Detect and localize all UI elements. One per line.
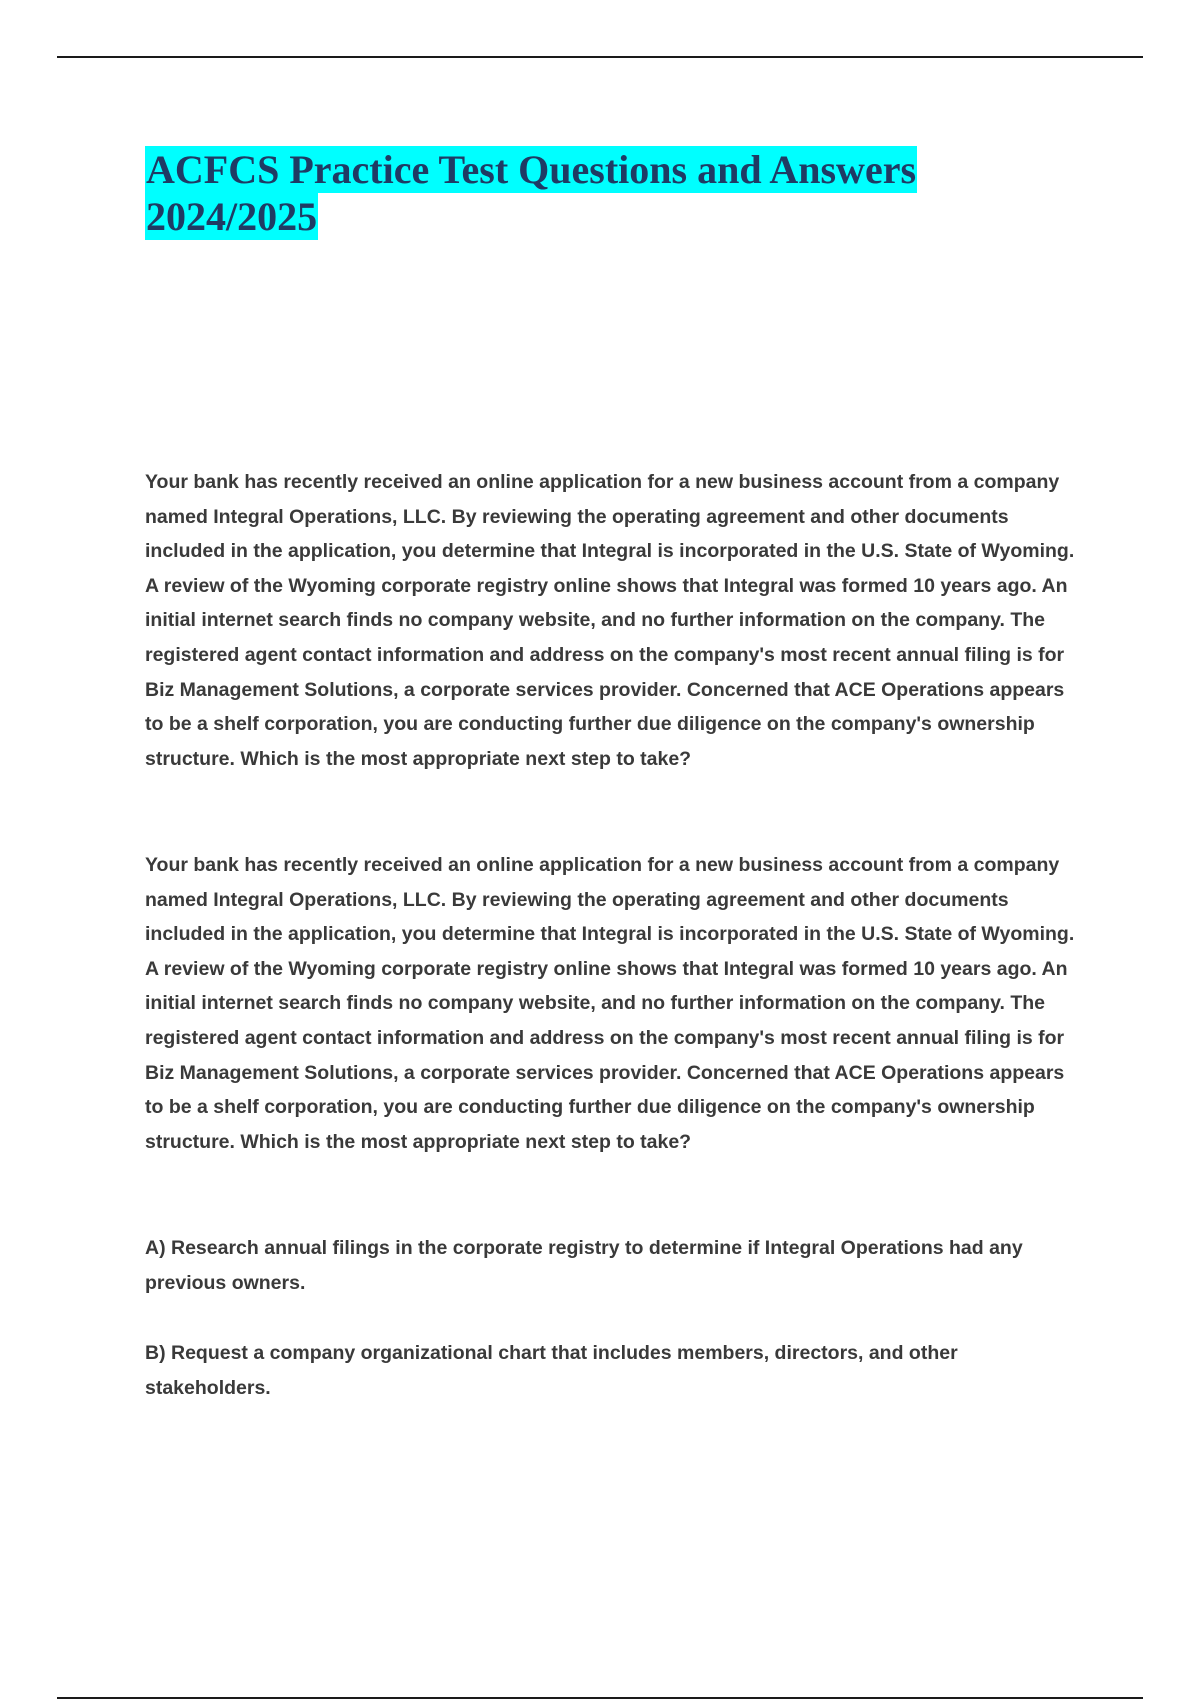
question-text-1: Your bank has recently received an online application for a new business account from a company named Integral Operations, LLC. By reviewing the operating agreement and other documents included in the application, you determine that Integral is incorporated in the U.S. State of Wyoming. A review of the Wyoming corporate registry online shows that Integral was formed 10 years ago. An initial internet search finds no company website, and no further information on the company. The registered agent contact information and address on the company's most recent annual filing is for Biz Management Solutions, a corporate services provider. Concerned that ACE Operations appears to be a shelf corporation, you are conducting further due diligence on the company's ownership structure. Which is the most appropriate next step to take? xyxy=(145,471,1075,770)
title-line-2: 2024/2025 xyxy=(146,194,318,239)
document-title xyxy=(145,146,1045,240)
answer-option-b: B) Request a company organizational chart that includes members, directors, and other stakeholders. xyxy=(145,1342,958,1399)
answer-option-a: A) Research annual filings in the corporate registry to determine if Integral Operations had any previous owners. xyxy=(145,1237,1023,1294)
title-line-1: ACFCS Practice Test Questions and Answers xyxy=(146,147,917,192)
question-text-2: Your bank has recently received an online application for a new business account from a company named Integral Operations, LLC. By reviewing the operating agreement and other documents included in the application, you determine that Integral is incorporated in the U.S. State of Wyoming. A review of the Wyoming corporate registry online shows that Integral was formed 10 years ago. An initial internet search finds no company website, and no further information on the company. The registered agent contact information and address on the company's most recent annual filing is for Biz Management Solutions, a corporate services provider. Concerned that ACE Operations appears to be a shelf corporation, you are conducting further due diligence on the company's ownership structure. Which is the most appropriate next step to take? xyxy=(145,854,1075,1153)
bottom-divider xyxy=(57,1697,1143,1699)
top-divider xyxy=(57,56,1143,58)
